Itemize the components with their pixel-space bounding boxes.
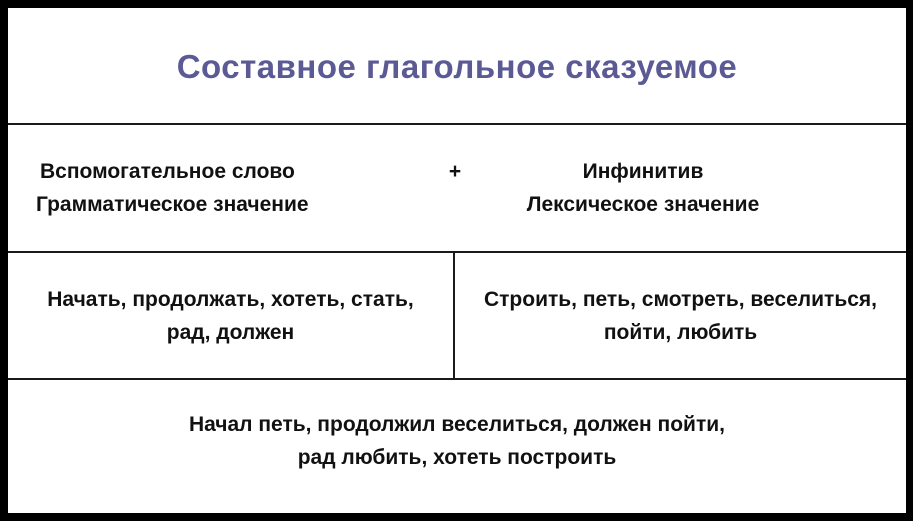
auxiliary-examples-line-2: рад, должен (166, 321, 295, 344)
plus-sign: + (448, 160, 462, 183)
auxiliary-examples-cell (8, 253, 453, 379)
combined-examples-line-1: Начал петь, продолжил веселиться, должен пойти, (188, 412, 725, 436)
plus-cell (433, 125, 477, 251)
examples-row (8, 253, 906, 379)
combined-examples-cell (8, 380, 906, 513)
title-row (8, 8, 906, 125)
auxiliary-word-label: Вспомогательное слово (40, 160, 295, 183)
combined-examples-line-2: рад любить, хотеть построить (297, 445, 617, 469)
combined-row (8, 380, 906, 513)
grammatical-meaning-label: Грамматическое значение (36, 193, 309, 216)
infinitive-cell (478, 125, 808, 251)
infinitive-examples-cell (455, 253, 906, 379)
formula-row (8, 125, 906, 251)
auxiliary-word-cell (8, 125, 368, 251)
page-title: Составное глагольное сказуемое (176, 47, 738, 85)
lexical-meaning-label: Лексическое значение (526, 193, 760, 216)
infinitive-label: Инфинитив (582, 160, 704, 183)
infinitive-examples-line-1: Строить, петь, смотреть, веселиться, (483, 288, 878, 311)
scheme-card (8, 8, 906, 513)
auxiliary-examples-line-1: Начать, продолжать, хотеть, стать, (47, 288, 414, 311)
infinitive-examples-line-2: пойти, любить (603, 321, 758, 344)
